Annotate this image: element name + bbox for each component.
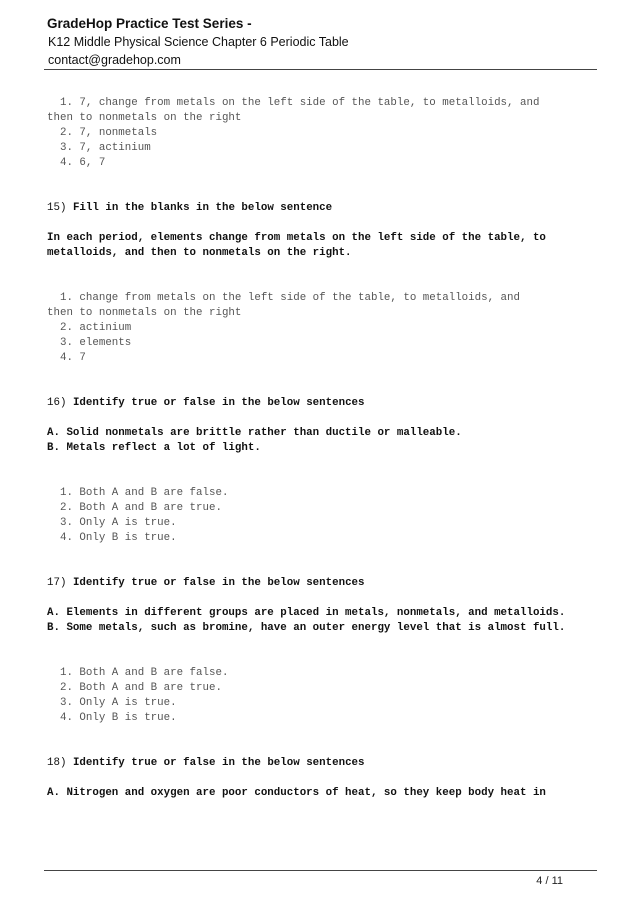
option-3: 3. Only A is true. <box>47 517 177 529</box>
question-number: 17) <box>47 577 67 589</box>
header-divider <box>44 69 597 70</box>
question-16-heading <box>47 396 597 411</box>
option-4: 4. Only B is true. <box>47 532 177 544</box>
question-instruction: Identify true or false in the below sentences <box>72 397 365 409</box>
statement-a: A. Elements in different groups are placed in metals, nonmetals, and metalloids. <box>47 607 566 619</box>
question-instruction: Fill in the blanks in the below sentence <box>72 202 333 214</box>
page-header <box>47 15 349 69</box>
question-number: 15) <box>47 202 67 214</box>
question-number: 18) <box>47 757 67 769</box>
option-3: 3. 7, actinium <box>47 142 151 154</box>
answer-options-q16 <box>47 486 597 546</box>
option-1-continued: then to nonmetals on the right <box>47 307 242 319</box>
option-3: 3. Only A is true. <box>47 697 177 709</box>
answer-options-q14 <box>47 96 597 171</box>
option-2: 2. 7, nonmetals <box>47 127 158 139</box>
question-18-heading <box>47 756 597 771</box>
question-15-heading <box>47 201 597 216</box>
header-subtitle: K12 Middle Physical Science Chapter 6 Periodic Table <box>48 35 349 49</box>
option-3: 3. elements <box>47 337 132 349</box>
statement-a: A. Solid nonmetals are brittle rather than ductile or malleable. <box>47 427 462 439</box>
option-1: 1. 7, change from metals on the left side of the table, to metalloids, and <box>47 97 540 109</box>
option-1: 1. Both A and B are false. <box>47 667 229 679</box>
header-title: GradeHop Practice Test Series - <box>47 16 252 31</box>
question-15-statement: In each period, elements change from metals on the left side of the table, to metalloids, and then to nonmetals on the right. <box>47 232 546 259</box>
question-instruction: Identify true or false in the below sentences <box>72 577 365 589</box>
option-1: 1. change from metals on the left side of the table, to metalloids, and <box>47 292 520 304</box>
option-2: 2. actinium <box>47 322 132 334</box>
option-4: 4. Only B is true. <box>47 712 177 724</box>
statement-b: B. Metals reflect a lot of light. <box>47 442 261 454</box>
answer-options-q17 <box>47 666 597 726</box>
option-2: 2. Both A and B are true. <box>47 502 222 514</box>
option-4: 4. 7 <box>47 352 86 364</box>
header-contact: contact@gradehop.com <box>48 53 181 67</box>
answer-options-q15 <box>47 291 597 366</box>
question-number: 16) <box>47 397 67 409</box>
question-instruction: Identify true or false in the below sentences <box>72 757 365 769</box>
question-17-heading <box>47 576 597 591</box>
statement-b: B. Some metals, such as bromine, have an outer energy level that is almost full. <box>47 622 566 634</box>
option-4: 4. 6, 7 <box>47 157 106 169</box>
option-1: 1. Both A and B are false. <box>47 487 229 499</box>
page-content <box>47 96 597 801</box>
page-number: 4 / 11 <box>536 875 563 887</box>
statement-a: A. Nitrogen and oxygen are poor conductors of heat, so they keep body heat in <box>47 787 546 799</box>
footer-divider <box>44 870 597 871</box>
option-1-continued: then to nonmetals on the right <box>47 112 242 124</box>
option-2: 2. Both A and B are true. <box>47 682 222 694</box>
